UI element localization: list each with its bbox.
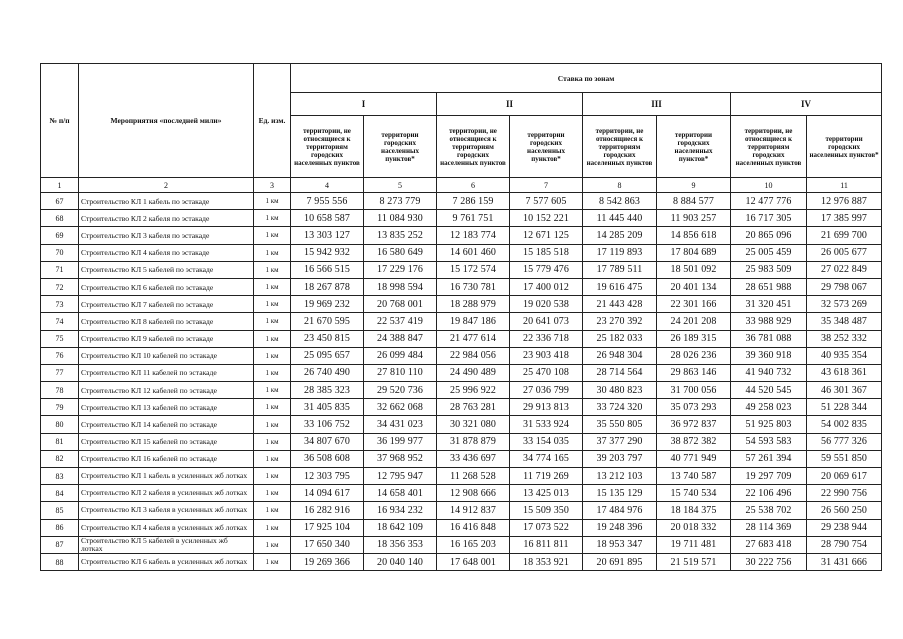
rate-value: 12 183 774 [437, 227, 510, 244]
rate-value: 23 270 392 [583, 313, 657, 330]
rate-value: 15 172 574 [437, 261, 510, 278]
rate-value: 16 717 305 [731, 210, 807, 227]
rate-value: 31 533 924 [510, 416, 583, 433]
rate-value: 20 691 895 [583, 553, 657, 570]
row-measure-name: Строительство КЛ 6 кабелей по эстакаде [79, 278, 254, 295]
rate-value: 37 968 952 [364, 450, 437, 467]
rate-value: 12 908 666 [437, 485, 510, 502]
rate-value: 17 229 176 [364, 261, 437, 278]
rate-value: 31 431 666 [807, 553, 882, 570]
rate-value: 20 040 140 [364, 553, 437, 570]
rate-value: 15 740 534 [657, 485, 731, 502]
rate-value: 25 005 459 [731, 244, 807, 261]
row-number: 74 [41, 313, 79, 330]
rate-value: 19 297 709 [731, 468, 807, 485]
rate-value: 18 356 353 [364, 536, 437, 553]
rate-value: 25 182 033 [583, 330, 657, 347]
rate-value: 28 385 323 [291, 382, 364, 399]
table-row [41, 399, 882, 416]
rate-value: 15 135 129 [583, 485, 657, 502]
rate-value: 17 648 001 [437, 553, 510, 570]
rate-value: 27 810 110 [364, 364, 437, 381]
rate-value: 46 301 367 [807, 382, 882, 399]
rate-value: 28 026 236 [657, 347, 731, 364]
zone-1-urban: территории городских населенных пунктов* [364, 116, 437, 178]
row-measure-name: Строительство КЛ 14 кабелей по эстакаде [79, 416, 254, 433]
zone-4-urban: территории городских населенных пунктов* [807, 116, 882, 178]
rate-value: 13 835 252 [364, 227, 437, 244]
rate-value: 32 662 068 [364, 399, 437, 416]
rate-value: 17 073 522 [510, 519, 583, 536]
table-row [41, 313, 882, 330]
rate-value: 26 099 484 [364, 347, 437, 364]
rate-value: 27 683 418 [731, 536, 807, 553]
rate-value: 30 480 823 [583, 382, 657, 399]
rate-value: 7 955 556 [291, 193, 364, 210]
rate-value: 35 073 293 [657, 399, 731, 416]
rate-value: 18 184 375 [657, 502, 731, 519]
row-number: 79 [41, 399, 79, 416]
table-row [41, 382, 882, 399]
rate-value: 16 282 916 [291, 502, 364, 519]
row-measure-name: Строительство КЛ 12 кабелей по эстакаде [79, 382, 254, 399]
row-number: 67 [41, 193, 79, 210]
header-measure: Мероприятия «последней мили» [79, 64, 254, 178]
rate-value: 33 106 752 [291, 416, 364, 433]
rate-value: 7 286 159 [437, 193, 510, 210]
rate-value: 20 768 001 [364, 296, 437, 313]
rate-value: 31 320 451 [731, 296, 807, 313]
rate-value: 16 165 203 [437, 536, 510, 553]
rate-value: 36 781 088 [731, 330, 807, 347]
rate-value: 44 520 545 [731, 382, 807, 399]
tariff-table [40, 63, 882, 571]
row-unit: 1 км [254, 244, 291, 261]
rate-value: 37 377 290 [583, 433, 657, 450]
rate-value: 22 336 718 [510, 330, 583, 347]
rate-value: 33 988 929 [731, 313, 807, 330]
table-row [41, 278, 882, 295]
column-number: 4 [291, 178, 364, 193]
rate-value: 19 969 232 [291, 296, 364, 313]
rate-value: 16 730 781 [437, 278, 510, 295]
row-number: 73 [41, 296, 79, 313]
rate-value: 19 248 396 [583, 519, 657, 536]
rate-value: 19 711 481 [657, 536, 731, 553]
zone-4-header: IV [731, 93, 882, 116]
rate-value: 14 856 618 [657, 227, 731, 244]
table-row [41, 210, 882, 227]
row-number: 71 [41, 261, 79, 278]
row-measure-name: Строительство КЛ 3 кабеля по эстакаде [79, 227, 254, 244]
table-row [41, 364, 882, 381]
rate-value: 19 020 538 [510, 296, 583, 313]
row-measure-name: Строительство КЛ 15 кабелей по эстакаде [79, 433, 254, 450]
zone-2-header: II [437, 93, 583, 116]
rate-value: 19 847 186 [437, 313, 510, 330]
zone-3-urban: территории городских населенных пунктов* [657, 116, 731, 178]
rate-value: 28 114 369 [731, 519, 807, 536]
rate-value: 12 795 947 [364, 468, 437, 485]
rate-value: 36 972 837 [657, 416, 731, 433]
row-unit: 1 км [254, 433, 291, 450]
rate-value: 49 258 023 [731, 399, 807, 416]
row-number: 75 [41, 330, 79, 347]
zone-1-header: I [291, 93, 437, 116]
row-unit: 1 км [254, 364, 291, 381]
row-number: 76 [41, 347, 79, 364]
rate-value: 34 431 023 [364, 416, 437, 433]
column-number: 11 [807, 178, 882, 193]
rate-value: 13 425 013 [510, 485, 583, 502]
rate-value: 33 436 697 [437, 450, 510, 467]
rate-value: 39 360 918 [731, 347, 807, 364]
rate-value: 18 501 092 [657, 261, 731, 278]
rate-value: 18 953 347 [583, 536, 657, 553]
table-row [41, 450, 882, 467]
rate-value: 17 484 976 [583, 502, 657, 519]
rate-value: 25 983 509 [731, 261, 807, 278]
rate-value: 9 761 751 [437, 210, 510, 227]
row-number: 82 [41, 450, 79, 467]
row-unit: 1 км [254, 347, 291, 364]
rate-value: 29 238 944 [807, 519, 882, 536]
table-row [41, 416, 882, 433]
rate-value: 18 288 979 [437, 296, 510, 313]
rate-value: 11 084 930 [364, 210, 437, 227]
row-number: 72 [41, 278, 79, 295]
rate-value: 13 740 587 [657, 468, 731, 485]
rate-value: 26 005 677 [807, 244, 882, 261]
row-number: 86 [41, 519, 79, 536]
header-number: № п/п [41, 64, 79, 178]
rate-value: 51 925 803 [731, 416, 807, 433]
rate-value: 21 519 571 [657, 553, 731, 570]
rate-value: 23 903 418 [510, 347, 583, 364]
table-row [41, 227, 882, 244]
rate-value: 51 228 344 [807, 399, 882, 416]
row-number: 70 [41, 244, 79, 261]
rate-value: 17 119 893 [583, 244, 657, 261]
row-unit: 1 км [254, 227, 291, 244]
row-number: 80 [41, 416, 79, 433]
rate-value: 22 537 419 [364, 313, 437, 330]
rate-value: 29 798 067 [807, 278, 882, 295]
rate-value: 26 948 304 [583, 347, 657, 364]
rate-value: 7 577 605 [510, 193, 583, 210]
rate-value: 28 790 754 [807, 536, 882, 553]
rate-value: 8 884 577 [657, 193, 731, 210]
column-number: 1 [41, 178, 79, 193]
rate-value: 34 807 670 [291, 433, 364, 450]
rate-value: 26 560 250 [807, 502, 882, 519]
header-rates-title: Ставка по зонам [291, 64, 882, 93]
rate-value: 12 477 776 [731, 193, 807, 210]
rate-value: 23 450 815 [291, 330, 364, 347]
rate-value: 31 878 879 [437, 433, 510, 450]
row-number: 85 [41, 502, 79, 519]
row-measure-name: Строительство КЛ 6 кабель в усиленных жб лотках [79, 553, 254, 570]
row-measure-name: Строительство КЛ 8 кабелей по эстакаде [79, 313, 254, 330]
row-unit: 1 км [254, 553, 291, 570]
rate-value: 20 865 096 [731, 227, 807, 244]
row-unit: 1 км [254, 502, 291, 519]
rate-value: 10 658 587 [291, 210, 364, 227]
zone-3-not-urban: территории, не относящиеся к территориям городских населенных пунктов [583, 116, 657, 178]
column-number: 2 [79, 178, 254, 193]
rate-value: 20 641 073 [510, 313, 583, 330]
row-measure-name: Строительство КЛ 2 кабеля в усиленных жб лотках [79, 485, 254, 502]
rate-value: 29 913 813 [510, 399, 583, 416]
rate-value: 39 203 797 [583, 450, 657, 467]
row-measure-name: Строительство КЛ 16 кабелей по эстакаде [79, 450, 254, 467]
rate-value: 14 658 401 [364, 485, 437, 502]
row-measure-name: Строительство КЛ 13 кабелей по эстакаде [79, 399, 254, 416]
rate-value: 38 872 382 [657, 433, 731, 450]
row-number: 88 [41, 553, 79, 570]
rate-value: 57 261 394 [731, 450, 807, 467]
row-unit: 1 км [254, 382, 291, 399]
rate-value: 56 777 326 [807, 433, 882, 450]
row-number: 68 [41, 210, 79, 227]
rate-value: 30 222 756 [731, 553, 807, 570]
rate-value: 18 267 878 [291, 278, 364, 295]
row-measure-name: Строительство КЛ 1 кабель по эстакаде [79, 193, 254, 210]
rate-value: 28 714 564 [583, 364, 657, 381]
rate-value: 24 201 208 [657, 313, 731, 330]
column-number: 7 [510, 178, 583, 193]
rate-value: 33 724 320 [583, 399, 657, 416]
table-row [41, 433, 882, 450]
rate-value: 18 353 921 [510, 553, 583, 570]
row-unit: 1 км [254, 296, 291, 313]
rate-value: 28 763 281 [437, 399, 510, 416]
rate-value: 12 976 887 [807, 193, 882, 210]
rate-value: 12 671 125 [510, 227, 583, 244]
rate-value: 28 651 988 [731, 278, 807, 295]
column-number: 5 [364, 178, 437, 193]
rate-value: 16 811 811 [510, 536, 583, 553]
rate-value: 11 903 257 [657, 210, 731, 227]
rate-value: 26 740 490 [291, 364, 364, 381]
rate-value: 20 069 617 [807, 468, 882, 485]
rate-value: 24 388 847 [364, 330, 437, 347]
row-measure-name: Строительство КЛ 7 кабелей по эстакаде [79, 296, 254, 313]
rate-value: 11 268 528 [437, 468, 510, 485]
rate-value: 27 022 849 [807, 261, 882, 278]
rate-value: 54 593 583 [731, 433, 807, 450]
rate-value: 34 774 165 [510, 450, 583, 467]
row-unit: 1 км [254, 468, 291, 485]
rate-value: 25 470 108 [510, 364, 583, 381]
rate-value: 30 321 080 [437, 416, 510, 433]
rate-value: 22 301 166 [657, 296, 731, 313]
table-row [41, 296, 882, 313]
row-measure-name: Строительство КЛ 9 кабелей по эстакаде [79, 330, 254, 347]
rate-value: 11 445 440 [583, 210, 657, 227]
table-row [41, 553, 882, 570]
rate-value: 15 509 350 [510, 502, 583, 519]
rate-value: 13 303 127 [291, 227, 364, 244]
column-number: 9 [657, 178, 731, 193]
rate-value: 15 942 932 [291, 244, 364, 261]
row-measure-name: Строительство КЛ 10 кабелей по эстакаде [79, 347, 254, 364]
rate-value: 20 401 134 [657, 278, 731, 295]
zone-3-header: III [583, 93, 731, 116]
row-unit: 1 км [254, 416, 291, 433]
rate-value: 29 520 736 [364, 382, 437, 399]
zone-1-not-urban: территории, не относящиеся к территориям городских населенных пунктов [291, 116, 364, 178]
rate-value: 16 566 515 [291, 261, 364, 278]
rate-value: 17 385 997 [807, 210, 882, 227]
rate-value: 36 508 608 [291, 450, 364, 467]
row-unit: 1 км [254, 278, 291, 295]
rate-value: 22 990 756 [807, 485, 882, 502]
rate-value: 16 934 232 [364, 502, 437, 519]
rate-value: 35 348 487 [807, 313, 882, 330]
table-row [41, 468, 882, 485]
table-row [41, 193, 882, 210]
table-body [41, 193, 882, 571]
rate-value: 33 154 035 [510, 433, 583, 450]
rate-value: 8 273 779 [364, 193, 437, 210]
rate-value: 36 199 977 [364, 433, 437, 450]
rate-value: 31 405 835 [291, 399, 364, 416]
rate-value: 19 269 366 [291, 553, 364, 570]
row-unit: 1 км [254, 313, 291, 330]
row-unit: 1 км [254, 399, 291, 416]
table-row [41, 536, 882, 553]
row-unit: 1 км [254, 210, 291, 227]
row-measure-name: Строительство КЛ 11 кабелей по эстакаде [79, 364, 254, 381]
table-row [41, 519, 882, 536]
row-number: 78 [41, 382, 79, 399]
row-unit: 1 км [254, 485, 291, 502]
row-measure-name: Строительство КЛ 4 кабеля в усиленных жб лотках [79, 519, 254, 536]
row-measure-name: Строительство КЛ 3 кабеля в усиленных жб лотках [79, 502, 254, 519]
rate-value: 54 002 835 [807, 416, 882, 433]
row-unit: 1 км [254, 193, 291, 210]
row-measure-name: Строительство КЛ 5 кабелей в усиленных жб лотках [79, 536, 254, 553]
row-number: 81 [41, 433, 79, 450]
rate-value: 16 580 649 [364, 244, 437, 261]
table-row [41, 244, 882, 261]
rate-value: 14 912 837 [437, 502, 510, 519]
column-number: 8 [583, 178, 657, 193]
rate-value: 15 185 518 [510, 244, 583, 261]
rate-value: 25 996 922 [437, 382, 510, 399]
rate-value: 15 779 476 [510, 261, 583, 278]
rate-value: 20 018 332 [657, 519, 731, 536]
rate-value: 25 538 702 [731, 502, 807, 519]
row-number: 83 [41, 468, 79, 485]
row-unit: 1 км [254, 450, 291, 467]
rate-value: 17 650 340 [291, 536, 364, 553]
rate-value: 43 618 361 [807, 364, 882, 381]
rate-value: 12 303 795 [291, 468, 364, 485]
rate-value: 11 719 269 [510, 468, 583, 485]
column-number: 6 [437, 178, 510, 193]
table-row [41, 330, 882, 347]
rate-value: 40 771 949 [657, 450, 731, 467]
zone-4-not-urban: территории, не относящиеся к территориям городских населенных пунктов [731, 116, 807, 178]
table-row [41, 347, 882, 364]
row-unit: 1 км [254, 536, 291, 553]
rate-value: 14 285 209 [583, 227, 657, 244]
rate-value: 41 940 732 [731, 364, 807, 381]
row-measure-name: Строительство КЛ 5 кабелей по эстакаде [79, 261, 254, 278]
rate-value: 25 095 657 [291, 347, 364, 364]
rate-value: 8 542 863 [583, 193, 657, 210]
row-measure-name: Строительство КЛ 2 кабеля по эстакаде [79, 210, 254, 227]
rate-value: 27 036 799 [510, 382, 583, 399]
zone-2-urban: территории городских населенных пунктов* [510, 116, 583, 178]
rate-value: 17 804 689 [657, 244, 731, 261]
rate-value: 24 490 489 [437, 364, 510, 381]
rate-value: 38 252 332 [807, 330, 882, 347]
row-number: 87 [41, 536, 79, 553]
rate-value: 59 551 850 [807, 450, 882, 467]
rate-value: 21 477 614 [437, 330, 510, 347]
rate-value: 17 925 104 [291, 519, 364, 536]
rate-value: 31 700 056 [657, 382, 731, 399]
row-unit: 1 км [254, 261, 291, 278]
rate-value: 18 642 109 [364, 519, 437, 536]
rate-value: 19 616 475 [583, 278, 657, 295]
rate-value: 35 550 805 [583, 416, 657, 433]
row-unit: 1 км [254, 519, 291, 536]
column-numbers-row [41, 178, 882, 193]
rate-value: 21 670 595 [291, 313, 364, 330]
zone-2-not-urban: территории, не относящиеся к территориям городских населенных пунктов [437, 116, 510, 178]
rate-value: 22 106 496 [731, 485, 807, 502]
rate-value: 29 863 146 [657, 364, 731, 381]
column-number: 10 [731, 178, 807, 193]
rate-value: 10 152 221 [510, 210, 583, 227]
row-number: 77 [41, 364, 79, 381]
rate-value: 21 443 428 [583, 296, 657, 313]
rate-value: 14 601 460 [437, 244, 510, 261]
rate-value: 40 935 354 [807, 347, 882, 364]
row-unit: 1 км [254, 330, 291, 347]
table-row [41, 502, 882, 519]
table-row [41, 261, 882, 278]
rate-value: 32 573 269 [807, 296, 882, 313]
row-measure-name: Строительство КЛ 1 кабель в усиленных жб лотках [79, 468, 254, 485]
rate-value: 14 094 617 [291, 485, 364, 502]
row-number: 69 [41, 227, 79, 244]
rate-value: 13 212 103 [583, 468, 657, 485]
column-number: 3 [254, 178, 291, 193]
rate-value: 16 416 848 [437, 519, 510, 536]
rate-value: 22 984 056 [437, 347, 510, 364]
rate-value: 18 998 594 [364, 278, 437, 295]
row-measure-name: Строительство КЛ 4 кабеля по эстакаде [79, 244, 254, 261]
row-number: 84 [41, 485, 79, 502]
rate-value: 17 400 012 [510, 278, 583, 295]
table-row [41, 485, 882, 502]
rate-value: 26 189 315 [657, 330, 731, 347]
rate-value: 21 699 700 [807, 227, 882, 244]
rate-value: 17 789 511 [583, 261, 657, 278]
header-unit: Ед. изм. [254, 64, 291, 178]
